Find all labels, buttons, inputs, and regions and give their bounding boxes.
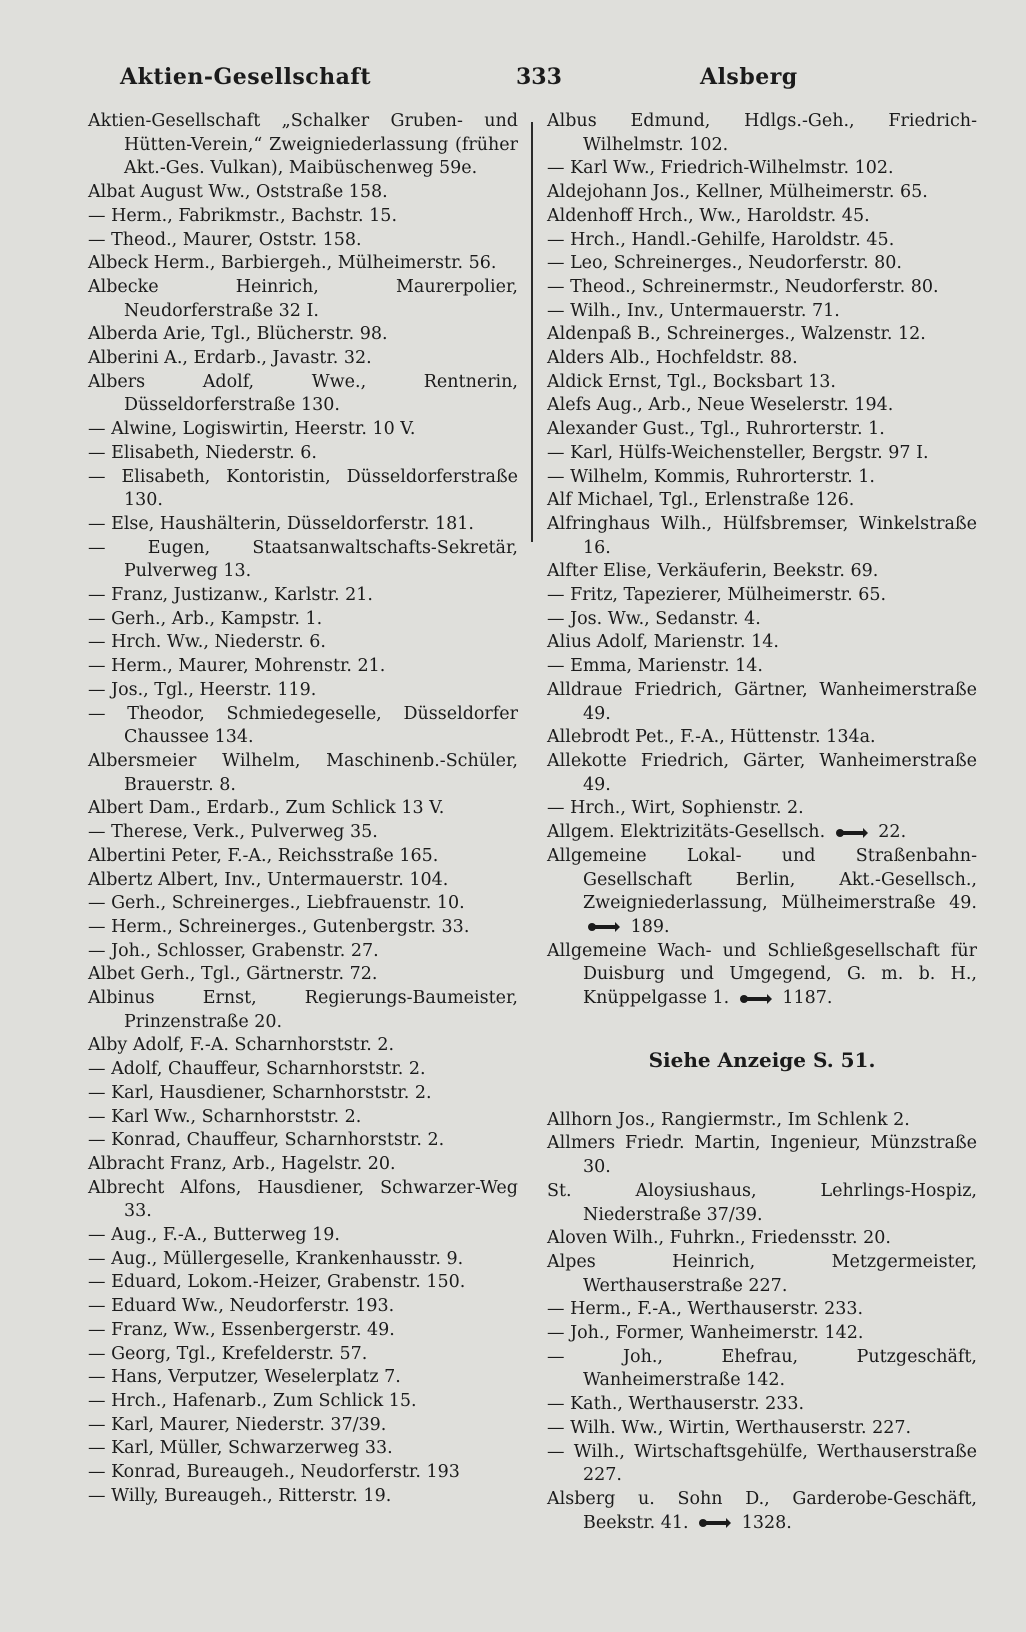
list-item: Allekotte Friedrich, Gärter, Wanheimerstraße 49. bbox=[547, 750, 977, 795]
header-left-keyword: Aktien-Gesellschaft bbox=[120, 64, 371, 90]
list-item: — Kath., Werthauserstr. 233. bbox=[547, 1394, 805, 1415]
list-item: — Joh., Schlosser, Grabenstr. 27. bbox=[88, 940, 379, 961]
list-item: Aldejohann Jos., Kellner, Mülheimerstr. 65. bbox=[547, 182, 928, 203]
list-item: — Hrch. Ww., Niederstr. 6. bbox=[88, 632, 326, 653]
list-item: — Konrad, Bureaugeh., Neudorferstr. 193 bbox=[88, 1462, 460, 1483]
telephone-icon bbox=[587, 920, 621, 934]
list-item: — Joh., Former, Wanheimerstr. 142. bbox=[547, 1323, 864, 1344]
list-item: — Willy, Bureaugeh., Ritterstr. 19. bbox=[88, 1485, 392, 1506]
advertisement-notice: Siehe Anzeige S. 51. bbox=[648, 1047, 876, 1072]
list-item-phone bbox=[547, 1488, 977, 1535]
list-item: — Gerh., Schreinerges., Liebfrauenstr. 10. bbox=[88, 893, 465, 914]
list-item: — Aug., Müllergeselle, Krankenhausstr. 9. bbox=[88, 1248, 464, 1269]
list-item: Albertini Peter, F.-A., Reichsstraße 165. bbox=[88, 845, 439, 866]
list-item: Albers Adolf, Wwe., Rentnerin, Düsseldorferstraße 130. bbox=[88, 371, 518, 416]
phone-number: 189. bbox=[630, 916, 670, 937]
list-item: Albet Gerh., Tgl., Gärtnerstr. 72. bbox=[88, 964, 378, 985]
entry-text: Allgem. Elektrizitäts-Gesellsch. bbox=[547, 822, 826, 843]
list-item: — Konrad, Chauffeur, Scharnhorststr. 2. bbox=[88, 1130, 445, 1151]
list-item: Alpes Heinrich, Metzgermeister, Werthauserstraße 227. bbox=[547, 1251, 977, 1296]
list-item: — Theod., Schreinermstr., Neudorferstr. 80. bbox=[547, 276, 939, 297]
list-item: Alldraue Friedrich, Gärtner, Wanheimerstraße 49. bbox=[547, 679, 977, 724]
list-item: — Franz, Justizanw., Karlstr. 21. bbox=[88, 585, 373, 606]
list-item: Albrecht Alfons, Hausdiener, Schwarzer-Weg 33. bbox=[88, 1177, 518, 1222]
list-item: Aktien-Gesellschaft „Schalker Gruben- und Hütten-Verein,“ Zweigniederlassung (früher Akt.-Ges. Vulkan), Maibüschenweg 59e. bbox=[88, 111, 518, 179]
list-item: — Eduard, Lokom.-Heizer, Grabenstr. 150. bbox=[88, 1272, 466, 1293]
entry-text: Allgemeine Lokal- und Straßenbahn-Gesellschaft Berlin, Akt.-Gesellsch., Zweigniederlassung, Mülheimerstraße 49. bbox=[547, 845, 977, 914]
list-item: — Aug., F.-A., Butterweg 19. bbox=[88, 1225, 340, 1246]
list-item-phone bbox=[547, 845, 977, 940]
list-item: — Herm., F.-A., Werthauserstr. 233. bbox=[547, 1299, 864, 1320]
list-item-phone bbox=[547, 940, 977, 1011]
list-item: Alberini A., Erdarb., Javastr. 32. bbox=[88, 348, 372, 369]
list-item: — Karl, Maurer, Niederstr. 37/39. bbox=[88, 1414, 387, 1435]
list-item: — Herm., Fabrikmstr., Bachstr. 15. bbox=[88, 205, 398, 226]
column-divider bbox=[531, 122, 533, 542]
list-item: — Wilhelm, Kommis, Ruhrorterstr. 1. bbox=[547, 466, 875, 487]
list-item: — Emma, Marienstr. 14. bbox=[547, 656, 763, 677]
list-item: Allmers Friedr. Martin, Ingenieur, Münzstraße 30. bbox=[547, 1133, 977, 1178]
list-item: — Wilh. Ww., Wirtin, Werthauserstr. 227. bbox=[547, 1417, 912, 1438]
list-item: — Hrch., Wirt, Sophienstr. 2. bbox=[547, 798, 804, 819]
list-item: — Adolf, Chauffeur, Scharnhorststr. 2. bbox=[88, 1059, 426, 1080]
list-item: Alders Alb., Hochfeldstr. 88. bbox=[547, 348, 798, 369]
telephone-icon bbox=[739, 992, 773, 1006]
list-item: Alfter Elise, Verkäuferin, Beekstr. 69. bbox=[547, 561, 879, 582]
list-item-phone bbox=[547, 821, 977, 845]
list-item: Albersmeier Wilhelm, Maschinenb.-Schüler, Brauerstr. 8. bbox=[88, 750, 518, 795]
list-item: Aldick Ernst, Tgl., Bocksbart 13. bbox=[547, 371, 836, 392]
list-item: — Fritz, Tapezierer, Mülheimerstr. 65. bbox=[547, 585, 887, 606]
list-item: — Franz, Ww., Essenbergerstr. 49. bbox=[88, 1319, 395, 1340]
list-item: — Jos., Tgl., Heerstr. 119. bbox=[88, 679, 317, 700]
list-item: — Karl, Müller, Schwarzerweg 33. bbox=[88, 1438, 393, 1459]
list-item: — Karl Ww., Scharnhorststr. 2. bbox=[88, 1106, 362, 1127]
list-item: — Eugen, Staatsanwaltschafts-Sekretär, Pulverweg 13. bbox=[88, 537, 518, 582]
list-item: Alberda Arie, Tgl., Blücherstr. 98. bbox=[88, 324, 388, 345]
list-item: Albus Edmund, Hdlgs.-Geh., Friedrich-Wilhelmstr. 102. bbox=[547, 111, 977, 155]
telephone-icon bbox=[698, 1516, 732, 1530]
right-column bbox=[547, 110, 977, 1535]
list-item: — Elisabeth, Niederstr. 6. bbox=[88, 442, 317, 463]
list-item: — Wilh., Inv., Untermauerstr. 71. bbox=[547, 300, 840, 321]
list-item: — Else, Haushälterin, Düsseldorferstr. 181. bbox=[88, 513, 474, 534]
list-item: Albat August Ww., Oststraße 158. bbox=[88, 182, 388, 203]
list-item: Alexander Gust., Tgl., Ruhrorterstr. 1. bbox=[547, 419, 885, 440]
list-item: — Georg, Tgl., Krefelderstr. 57. bbox=[88, 1343, 368, 1364]
list-item: — Herm., Maurer, Mohrenstr. 21. bbox=[88, 656, 386, 677]
list-item: — Karl Ww., Friedrich-Wilhelmstr. 102. bbox=[547, 158, 894, 179]
list-item: — Theodor, Schmiedegeselle, Düsseldorfer Chaussee 134. bbox=[88, 703, 518, 748]
list-item: — Hans, Verputzer, Weselerplatz 7. bbox=[88, 1367, 401, 1388]
phone-number: 1187. bbox=[782, 988, 833, 1009]
list-item: Aldenhoff Hrch., Ww., Haroldstr. 45. bbox=[547, 205, 870, 226]
list-item: Albert Dam., Erdarb., Zum Schlick 13 V. bbox=[88, 798, 445, 819]
entry-text: Allgemeine Wach- und Schließgesellschaft für Duisburg und Umgegend, G. m. b. H., Knüppelgasse 1. bbox=[547, 940, 977, 1009]
right-column-bottom-entries bbox=[547, 1109, 977, 1488]
list-item: Albertz Albert, Inv., Untermauerstr. 104. bbox=[88, 869, 449, 890]
telephone-icon bbox=[835, 826, 869, 840]
list-item: — Joh., Ehefrau, Putzgeschäft, Wanheimerstraße 142. bbox=[547, 1346, 977, 1391]
list-item: Alf Michael, Tgl., Erlenstraße 126. bbox=[547, 490, 855, 511]
list-item: — Karl, Hausdiener, Scharnhorststr. 2. bbox=[88, 1082, 432, 1103]
page-header bbox=[0, 64, 1026, 104]
list-item: St. Aloysiushaus, Lehrlings-Hospiz, Niederstraße 37/39. bbox=[547, 1180, 977, 1225]
entry-text: Alsberg u. Sohn D., Garderobe-Geschäft, Beekstr. 41. bbox=[547, 1488, 977, 1533]
list-item: — Hrch., Hafenarb., Zum Schlick 15. bbox=[88, 1390, 417, 1411]
list-item: Alby Adolf, F.-A. Scharnhorststr. 2. bbox=[88, 1035, 395, 1056]
list-item: Allhorn Jos., Rangiermstr., Im Schlenk 2. bbox=[547, 1109, 910, 1130]
list-item: — Herm., Schreinerges., Gutenbergstr. 33. bbox=[88, 916, 470, 937]
list-item: — Elisabeth, Kontoristin, Düsseldorferstraße 130. bbox=[88, 466, 518, 511]
right-column-top-entries bbox=[547, 110, 977, 821]
header-right-keyword: Alsberg bbox=[700, 64, 798, 90]
phone-number: 1328. bbox=[741, 1512, 792, 1533]
list-item: — Gerh., Arb., Kampstr. 1. bbox=[88, 608, 323, 629]
list-item: Albinus Ernst, Regierungs-Baumeister, Prinzenstraße 20. bbox=[88, 988, 518, 1032]
list-item: — Eduard Ww., Neudorferstr. 193. bbox=[88, 1296, 395, 1317]
list-item: Aldenpaß B., Schreinerges., Walzenstr. 12. bbox=[547, 324, 926, 345]
list-item: Aloven Wilh., Fuhrkn., Friedensstr. 20. bbox=[547, 1228, 891, 1249]
list-item: — Therese, Verk., Pulverweg 35. bbox=[88, 822, 378, 843]
list-item: — Alwine, Logiswirtin, Heerstr. 10 V. bbox=[88, 419, 416, 440]
list-item: — Hrch., Handl.-Gehilfe, Haroldstr. 45. bbox=[547, 229, 895, 250]
list-item: — Leo, Schreinerges., Neudorferstr. 80. bbox=[547, 253, 902, 274]
list-item: Alfringhaus Wilh., Hülfsbremser, Winkelstraße 16. bbox=[547, 513, 977, 558]
phone-number: 22. bbox=[878, 822, 907, 843]
list-item: — Karl, Hülfs-Weichensteller, Bergstr. 97 I. bbox=[547, 442, 929, 463]
list-item: Albracht Franz, Arb., Hagelstr. 20. bbox=[88, 1153, 396, 1174]
list-item: Albeck Herm., Barbiergeh., Mülheimerstr. 56. bbox=[88, 253, 497, 274]
left-column bbox=[88, 110, 518, 1508]
list-item: Allebrodt Pet., F.-A., Hüttenstr. 134a. bbox=[547, 727, 876, 748]
list-item: Albecke Heinrich, Maurerpolier, Neudorferstraße 32 I. bbox=[88, 276, 518, 321]
list-item: — Wilh., Wirtschaftsgehülfe, Werthauserstraße 227. bbox=[547, 1441, 977, 1486]
list-item: — Jos. Ww., Sedanstr. 4. bbox=[547, 608, 761, 629]
page-number: 333 bbox=[516, 64, 562, 90]
list-item: Alius Adolf, Marienstr. 14. bbox=[547, 632, 779, 653]
list-item: — Theod., Maurer, Oststr. 158. bbox=[88, 229, 362, 250]
list-item: Alefs Aug., Arb., Neue Weselerstr. 194. bbox=[547, 395, 894, 416]
